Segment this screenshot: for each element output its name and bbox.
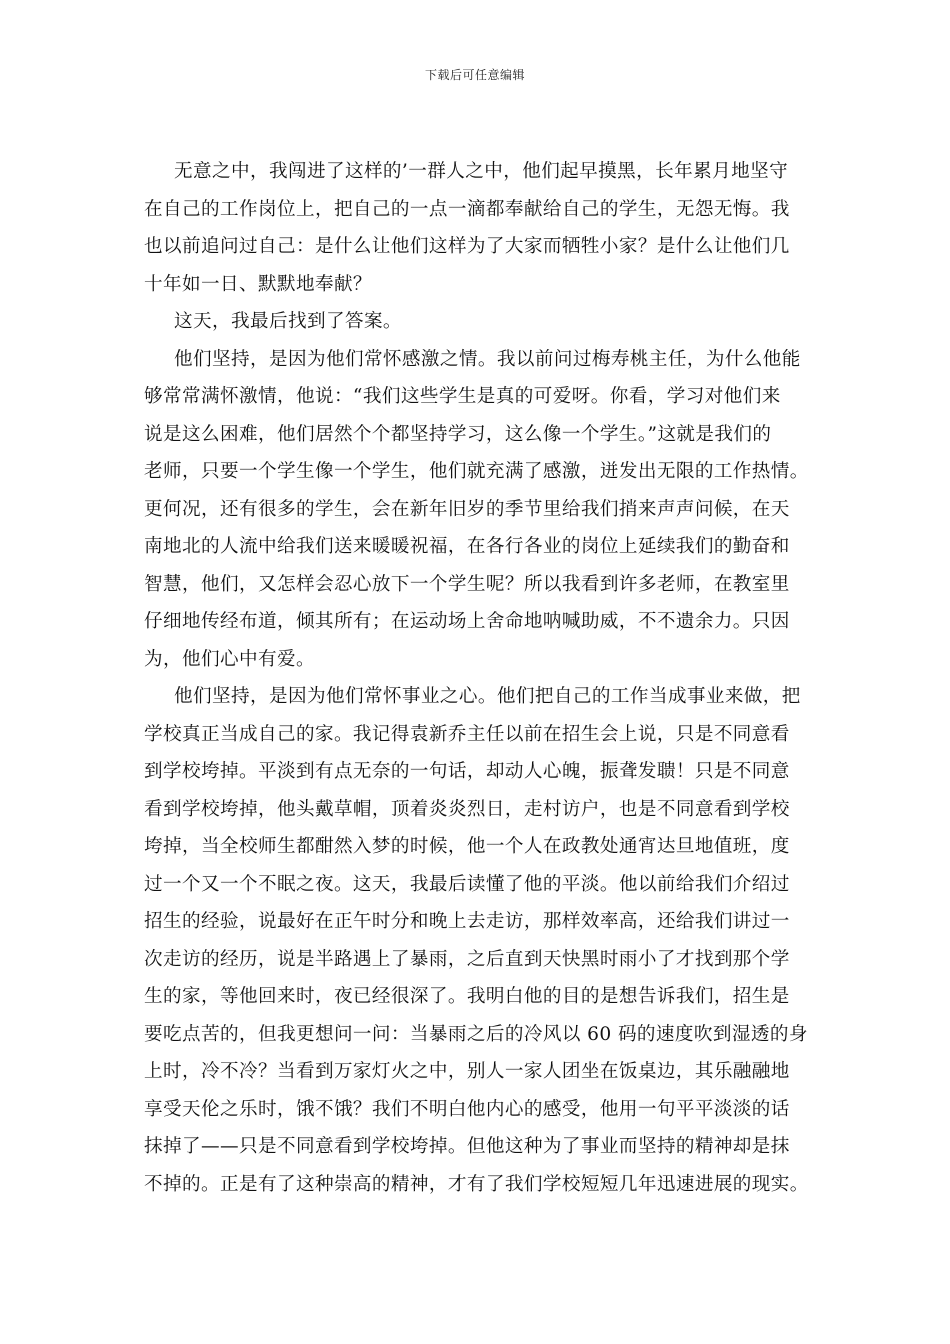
text-line: 不掉的。正是有了这种崇高的精神，才有了我们学校短短几年迅速进展的现实。 <box>144 1173 809 1195</box>
text-line: 到学校垮掉。平淡到有点无奈的一句话，却动人心魄，振聋发聩！只是不同意 <box>144 761 790 782</box>
text-line: 要吃点苦的，但我更想问一问：当暴雨之后的冷风以 60 码的速度吹到湿透的身 <box>144 1023 808 1045</box>
text-line: 次走访的经历，说是半路遇上了暴雨，之后直到天快黑时雨小了才找到那个学 <box>144 948 790 970</box>
text-line: 这天，我最后找到了答案。 <box>174 311 402 332</box>
text-line: 够常常满怀激情，他说：“我们这些学生是真的可爱呀。你看，学习对他们来 <box>144 386 781 407</box>
paragraph-4 <box>144 678 808 1203</box>
text-line: 为，他们心中有爱。 <box>144 648 315 670</box>
text-line: 在自己的工作岗位上，把自己的一点一滴都奉献给自己的学生，无怨无悔。我 <box>144 198 790 220</box>
text-line: 过一个又一个不眠之夜。这天，我最后读懂了他的平淡。他以前给我们介绍过 <box>144 873 790 895</box>
text-line: 垮掉，当全校师生都酣然入梦的时候，他一个人在政教处通宵达旦地值班，度 <box>144 836 790 857</box>
text-line: 抹掉了——只是不同意看到学校垮掉。但他这种为了事业而坚持的精神却是抹 <box>144 1136 790 1157</box>
text-line: 看到学校垮掉，他头戴草帽，顶着炎炎烈日，走村访户，也是不同意看到学校 <box>144 798 790 820</box>
text-line: 招生的经验，说最好在正午时分和晚上去走访，那样效率高，还给我们讲过一 <box>144 911 790 932</box>
paragraph-1 <box>144 153 808 303</box>
text-line: 他们坚持，是因为他们常怀感激之情。我以前问过梅寿桃主任，为什么他能 <box>174 348 801 370</box>
text-line: 老师，只要一个学生像一个学生，他们就充满了感激，迸发出无限的工作热情。 <box>144 461 809 482</box>
text-line: 学校真正当成自己的家。我记得袁新乔主任以前在招生会上说，只是不同意看 <box>144 723 790 745</box>
text-line: 上时，冷不冷？当看到万家灯火之中，别人一家人团坐在饭桌边，其乐融融地 <box>144 1061 790 1082</box>
text-line: 南地北的人流中给我们送来暖暖祝福，在各行各业的岗位上延续我们的勤奋和 <box>144 536 790 557</box>
paragraph-3 <box>144 341 808 679</box>
document-body <box>144 153 808 1203</box>
text-line: 他们坚持，是因为他们常怀事业之心。他们把自己的工作当成事业来做，把 <box>174 686 801 707</box>
text-line: 十年如一日、默默地奉献？ <box>144 273 372 295</box>
page-header: 下载后可任意编辑 <box>424 68 525 82</box>
text-line: 更何况，还有很多的学生，会在新年旧岁的季节里给我们捎来声声问候，在天 <box>144 498 790 520</box>
paragraph-2 <box>144 303 808 341</box>
text-line: 享受天伦之乐时，饿不饿？我们不明白他内心的感受，他用一句平平淡淡的话 <box>144 1098 790 1120</box>
text-line: 仔细地传经布道，倾其所有；在运动场上舍命地呐喊助威，不不遗余力。只因 <box>144 611 790 632</box>
text-line: 生的家，等他回来时，夜已经很深了。我明白他的目的是想告诉我们，招生是 <box>144 986 790 1007</box>
text-line: 无意之中，我闯进了这样的’一群人之中，他们起早摸黑，长年累月地坚守 <box>174 161 789 182</box>
text-line: 也以前追问过自己：是什么让他们这样为了大家而牺牲小家？是什么让他们几 <box>144 236 790 257</box>
text-line: 说是这么困难，他们居然个个都坚持学习，这么像一个学生。”这就是我们的 <box>144 423 772 445</box>
text-line: 智慧，他们，又怎样会忍心放下一个学生呢？所以我看到许多老师，在教室里 <box>144 573 790 595</box>
